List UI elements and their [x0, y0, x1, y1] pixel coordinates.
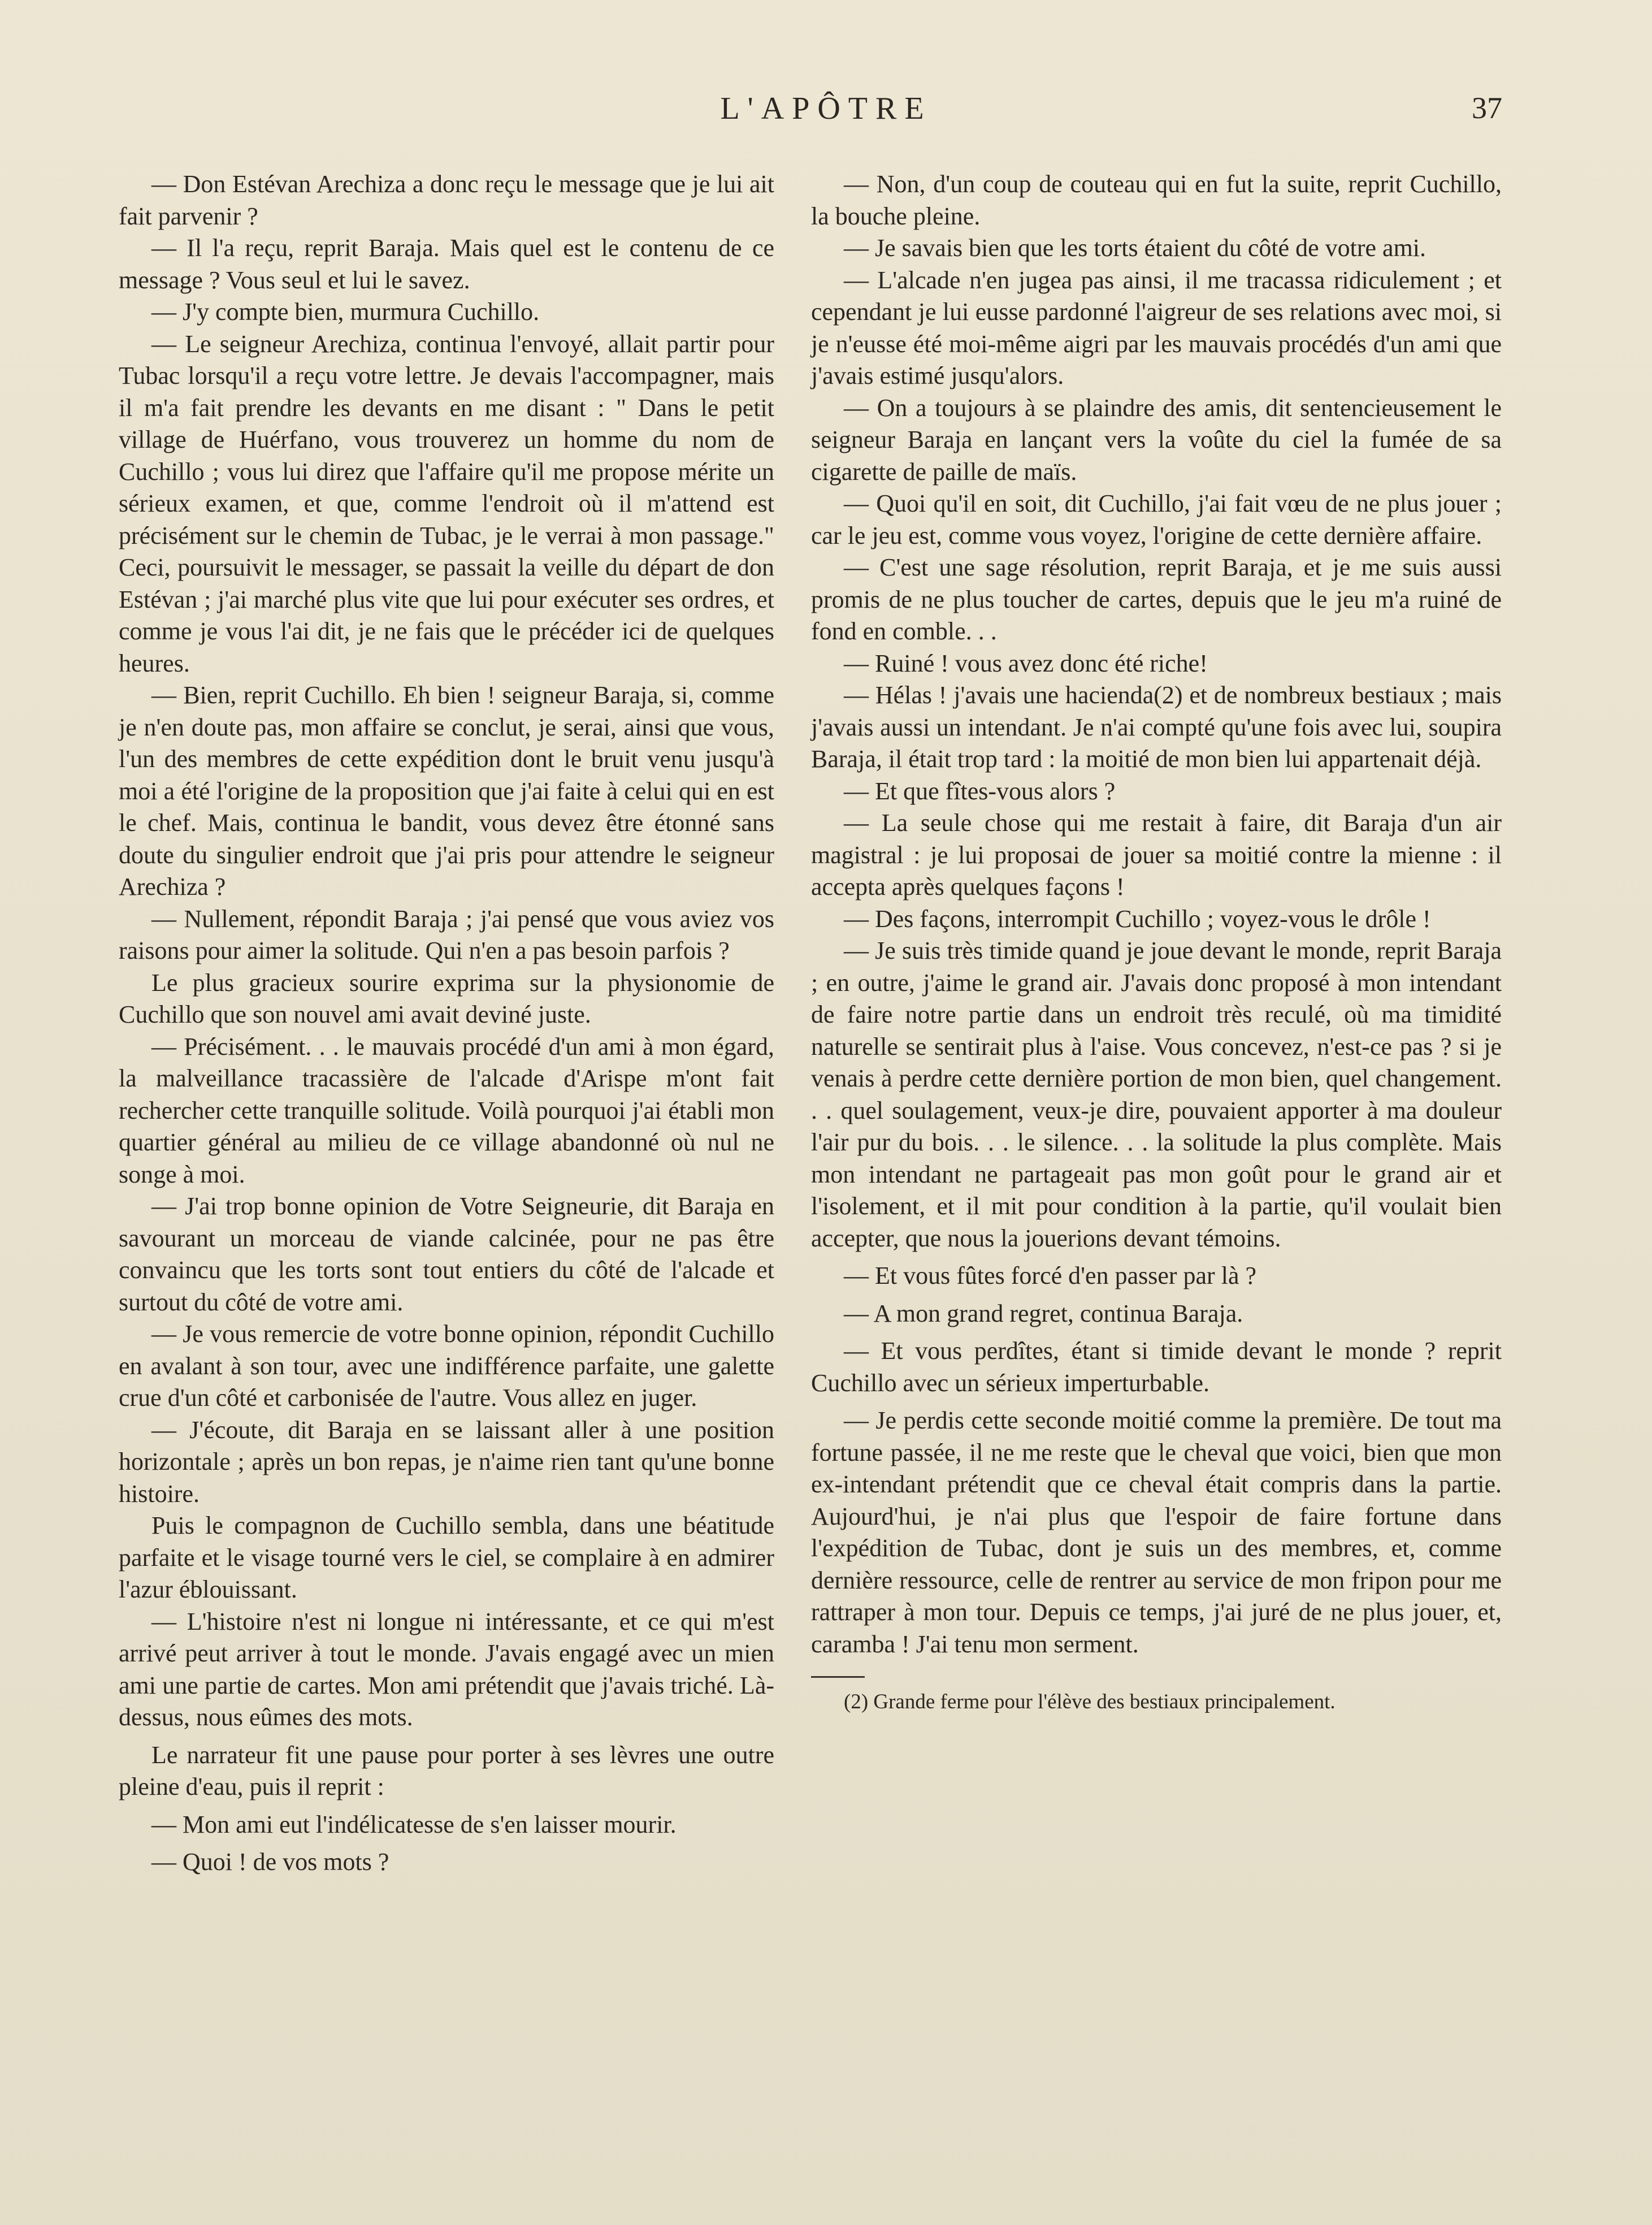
page-number: 37: [1472, 91, 1502, 125]
paragraph: — Et vous perdîtes, étant si timide devant le monde ? reprit Cuchillo avec un sérieux imperturbable.: [811, 1337, 1502, 1397]
paragraph: — L'alcade n'en jugea pas ainsi, il me tracassa ridiculement ; et cependant je lui eusse pardonné l'aigreur de ses relations avec moi, si je n'eusse été moi-même aigri par les mauvais procédés d'un ami que j'avais estimé jusqu'alors.: [811, 266, 1502, 389]
paragraph: — Non, d'un coup de couteau qui en fut la suite, reprit Cuchillo, la bouche pleine.: [811, 170, 1502, 230]
paragraph: — Des façons, interrompit Cuchillo ; voyez-vous le drôle !: [844, 904, 1431, 933]
right-column: [811, 168, 1502, 1715]
paragraph: — A mon grand regret, continua Baraja.: [844, 1299, 1243, 1327]
left-column: [119, 168, 774, 1878]
paragraph: — Il l'a reçu, reprit Baraja. Mais quel est le contenu de ce message ? Vous seul et lui le savez.: [119, 234, 774, 294]
paragraph: — J'écoute, dit Baraja en se laissant aller à une position horizontale ; après un bon repas, je n'aime rien tant qu'une bonne histoire.: [119, 1415, 774, 1508]
paragraph: — La seule chose qui me restait à faire, dit Baraja d'un air magistral : je lui proposai de jouer sa moitié contre la mienne : il accepta après quelques façons !: [811, 809, 1502, 901]
paragraph: — C'est une sage résolution, reprit Baraja, et je me suis aussi promis de ne plus toucher de cartes, depuis que le jeu m'a ruiné de fond en comble. . .: [811, 553, 1502, 645]
paragraph: — Ruiné ! vous avez donc été riche!: [844, 649, 1208, 677]
paragraph: — J'ai trop bonne opinion de Votre Seigneurie, dit Baraja en savourant un morceau de viande calcinée, pour ne pas être convaincu que les torts sont tout entiers du côté de l'alcade et surtout du côté de votre ami.: [119, 1192, 774, 1316]
paragraph: — Quoi qu'il en soit, dit Cuchillo, j'ai fait vœu de ne plus jouer ; car le jeu est, comme vous voyez, l'origine de cette dernière affaire.: [811, 490, 1502, 549]
paragraph: — Don Estévan Arechiza a donc reçu le message que je lui ait fait parvenir ?: [119, 170, 774, 230]
paragraph: — Mon ami eut l'indélicatesse de s'en laisser mourir.: [151, 1810, 677, 1838]
paragraph: — Et que fîtes-vous alors ?: [844, 777, 1116, 805]
paragraph: — Je suis très timide quand je joue devant le monde, reprit Baraja ; en outre, j'aime le grand air. J'avais donc proposé à mon intendant de faire notre partie dans un endroit très reculé, où ma timidité naturelle se sentirait plus à l'aise. Vous concevez, n'est-ce pas ? si je venais à perdre cette dernière portion de mon bien, quel changement. . . quel soulagement, veux-je dire, pouvaient apporter à ma douleur l'air pur du bois. . . le silence. . . la solitude la plus complète. Mais mon intendant ne partageait pas mon goût pour le grand air et l'isolement, et il mit pour condition à la partie, qu'il voulait bien accepter, que nous la jouerions devant témoins.: [811, 937, 1502, 1252]
paragraph: — Nullement, répondit Baraja ; j'ai pensé que vous aviez vos raisons pour aimer la solitude. Qui n'en a pas besoin parfois ?: [119, 904, 774, 964]
paragraph: — Quoi ! de vos mots ?: [151, 1848, 389, 1876]
paragraph: — Je perdis cette seconde moitié comme la première. De tout ma fortune passée, il ne me reste que le cheval que voici, bien que mon ex-intendant prétendit que ce cheval était compris dans la partie. Aujourd'hui, je n'ai plus que l'espoir de faire fortune dans l'expédition de Tubac, dont je suis un des membres, et, comme dernière ressource, celle de rentrer au service de mon fripon pour me rattraper à mon tour. Depuis ce temps, j'ai juré de ne plus jouer, et, caramba ! J'ai tenu mon serment.: [811, 1406, 1502, 1658]
paragraph: — Je savais bien que les torts étaient du côté de votre ami.: [844, 234, 1426, 262]
paragraph: Le narrateur fit une pause pour porter à ses lèvres une outre pleine d'eau, puis il reprit :: [119, 1741, 774, 1800]
paragraph: — Le seigneur Arechiza, continua l'envoyé, allait partir pour Tubac lorsqu'il a reçu votre lettre. Je devais l'accompagner, mais il m'a fait prendre les devants en me disant : " Dans le petit village de Huérfano, vous trouverez un homme du nom de Cuchillo ; vous lui direz que l'affaire qu'il me propose mérite un sérieux examen, et que, comme l'endroit où il m'attend est précisément sur le chemin de Tubac, je le verrai à mon passage." Ceci, poursuivit le messager, se passait la veille du départ de don Estévan ; j'ai marché plus vite que lui pour exécuter ses ordres, et comme je vous l'ai dit, je ne fais que le précéder ici de quelques heures.: [119, 330, 774, 677]
paragraph: — On a toujours à se plaindre des amis, dit sentencieusement le seigneur Baraja en lançant vers la voûte du ciel la fumée de sa cigarette de paille de maïs.: [811, 393, 1502, 486]
paragraph: — Hélas ! j'avais une hacienda(2) et de nombreux bestiaux ; mais j'avais aussi un intendant. Je n'ai compté qu'une fois avec lui, soupira Baraja, il était trop tard : la moitié de mon bien lui appartenait déjà.: [811, 681, 1502, 773]
paragraph: Le plus gracieux sourire exprima sur la physionomie de Cuchillo que son nouvel ami avait deviné juste.: [119, 968, 774, 1028]
paragraph: — Je vous remercie de votre bonne opinion, répondit Cuchillo en avalant à son tour, avec une indifférence parfaite, une galette crue d'un côté et carbonisée de l'autre. Vous allez en juger.: [119, 1320, 774, 1412]
paragraph: — Bien, reprit Cuchillo. Eh bien ! seigneur Baraja, si, comme je n'en doute pas, mon affaire se conclut, je serai, ainsi que vous, l'un des membres de cette expédition dont le bruit venu jusqu'à moi a été l'origine de la proposition que j'ai faite à celui qui en est le chef. Mais, continua le bandit, vous devez être étonné sans doute du singulier endroit que j'ai pris pour attendre le seigneur Arechiza ?: [119, 681, 774, 901]
running-header-title: L'APÔTRE: [720, 91, 932, 126]
footnote-rule: [811, 1676, 865, 1678]
paragraph: — Précisément. . . le mauvais procédé d'un ami à mon égard, la malveillance tracassière de l'alcade d'Arispe m'ont fait rechercher cette tranquille solitude. Voilà pourquoi j'ai établi mon quartier général au milieu de ce village abandonné où nul ne songe à moi.: [119, 1032, 774, 1188]
paragraph: — J'y compte bien, murmura Cuchillo.: [151, 298, 540, 326]
paragraph: Puis le compagnon de Cuchillo sembla, dans une béatitude parfaite et le visage tourné vers le ciel, se complaire à en admirer l'azur éblouissant.: [119, 1512, 774, 1603]
paragraph: — Et vous fûtes forcé d'en passer par là ?: [844, 1262, 1256, 1289]
footnote: (2) Grande ferme pour l'élève des bestiaux principalement.: [844, 1690, 1336, 1713]
paragraph: — L'histoire n'est ni longue ni intéressante, et ce qui m'est arrivé peut arriver à tout le monde. J'avais engagé avec un mien ami une partie de cartes. Mon ami prétendit que j'avais triché. Là-dessus, nous eûmes des mots.: [119, 1607, 774, 1731]
